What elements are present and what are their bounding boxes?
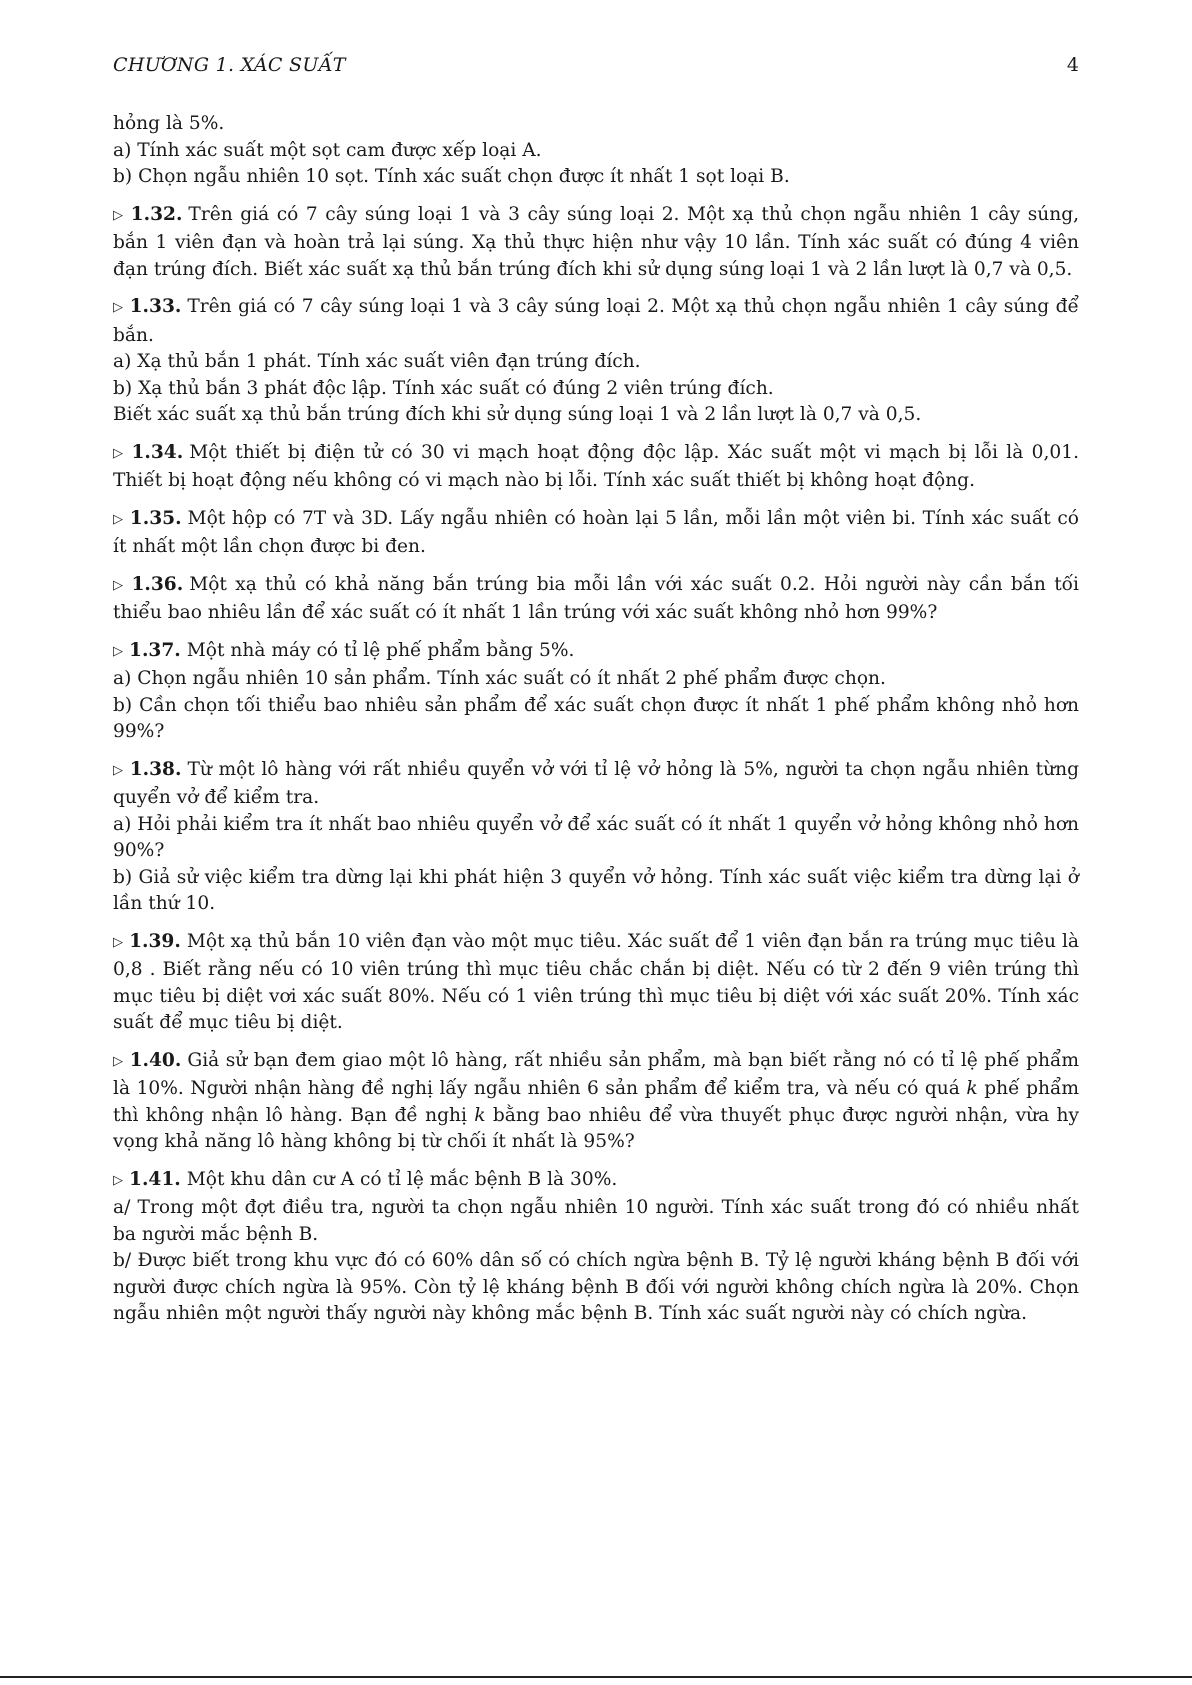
problem-text: Một khu dân cư A có tỉ lệ mắc bệnh B là 30%.: [186, 1168, 618, 1190]
problem-number: 1.36.: [131, 573, 184, 595]
problem-text: Một hộp có 7T và 3D. Lấy ngẫu nhiên có hoàn lại 5 lần, mỗi lần một viên bi. Tính xác suất có ít nhất một lần chọn được bi đen.: [113, 507, 1080, 557]
problem-number: 1.40.: [129, 1049, 182, 1071]
problem-text: a/ Trong một đợt điều tra, người ta chọn ngẫu nhiên 10 người. Tính xác suất trong đó có nhiều nhất ba người mắc bệnh B.: [113, 1197, 1079, 1245]
problem-text: Trên giá có 7 cây súng loại 1 và 3 cây súng loại 2. Một xạ thủ chọn ngẫu nhiên 1 cây súng để bắn.: [113, 296, 1079, 346]
problem-number: 1.33.: [129, 296, 182, 317]
problem-text: a) Xạ thủ bắn 1 phát. Tính xác suất viên đạn trúng đích.: [113, 351, 641, 372]
problem-number: 1.38.: [129, 758, 182, 780]
problem-1-41: [113, 1167, 1079, 1328]
problem-number: 1.35.: [129, 507, 182, 529]
page-bottom-rule: [0, 1676, 1192, 1678]
problem-text: b/ Được biết trong khu vực đó có 60% dân số có chích ngừa bệnh B. Tỷ lệ người kháng bệnh B đối với người được chích ngừa là 95%. Còn tỷ lệ kháng bệnh B đối với người không chích ngừa là 20%. Chọn ngẫu nhiên một người thấy người này không mắc bệnh B. Tính xác suất người này có chích ngừa.: [113, 1250, 1079, 1324]
math-variable-k: k: [966, 1078, 978, 1099]
intro-line: b) Chọn ngẫu nhiên 10 sọt. Tính xác suất chọn được ít nhất 1 sọt loại B.: [113, 166, 790, 187]
triangle-marker-icon: ▷: [113, 1053, 124, 1069]
problem-number: 1.39.: [129, 930, 181, 952]
intro-line: hỏng là 5%.: [113, 113, 225, 134]
problem-text: Một nhà máy có tỉ lệ phế phẩm bằng 5%.: [186, 639, 575, 661]
page-header: [113, 54, 1079, 76]
problem-number: 1.41.: [129, 1168, 181, 1190]
problem-1-40: [113, 1048, 1079, 1156]
page-content: [113, 111, 1079, 1328]
triangle-marker-icon: ▷: [113, 445, 126, 461]
problem-text: Giả sử bạn đem giao một lô hàng, rất nhiều sản phẩm, mà bạn biết rằng nó có tỉ lệ phế phẩm là 10%. Người nhận hàng đề nghị lấy ngẫu nhiên 6 sản phẩm để kiểm tra, và nếu có quá k phế phẩm thì không nhận lô hàng. Bạn đề nghị k bằng bao nhiêu để vừa thuyết phục được người nhận, vừa hy vọng khả năng lô hàng không bị từ chối ít nhất là 95%?: [113, 1049, 1079, 1152]
problem-1-37: [113, 638, 1079, 746]
triangle-marker-icon: ▷: [113, 577, 126, 593]
problem-text: a) Chọn ngẫu nhiên 10 sản phẩm. Tính xác suất có ít nhất 2 phế phẩm được chọn.: [113, 668, 886, 689]
math-variable-k: k: [474, 1104, 486, 1126]
problem-1-33: [113, 294, 1079, 429]
problem-text: a) Hỏi phải kiểm tra ít nhất bao nhiêu quyển vở để xác suất có ít nhất 1 quyển vở hỏng không nhỏ hơn 90%?: [113, 813, 1079, 861]
triangle-marker-icon: ▷: [113, 934, 124, 950]
intro-line: a) Tính xác suất một sọt cam được xếp loại A.: [113, 139, 542, 161]
chapter-title: CHƯƠNG 1. XÁC SUẤT: [113, 54, 346, 76]
problem-text: Biết xác suất xạ thủ bắn trúng đích khi sử dụng súng loại 1 và 2 lần lượt là 0,7 và 0,5.: [113, 404, 922, 425]
problem-text: Một xạ thủ bắn 10 viên đạn vào một mục tiêu. Xác suất để 1 viên đạn bắn ra trúng mục tiêu là 0,8 . Biết rằng nếu có 10 viên trúng thì mục tiêu chắc chắn bị diệt. Nếu có từ 2 đến 9 viên trúng thì mục tiêu bị diệt vơi xác suất 80%. Nếu có 1 viên trúng thì mục tiêu bị diệt với xác suất 20%. Tính xác suất để mục tiêu bị diệt.: [113, 930, 1079, 1033]
problem-1-34: [113, 440, 1079, 495]
page-number: 4: [1066, 54, 1079, 76]
problem-text: Từ một lô hàng với rất nhiều quyển vở với tỉ lệ vở hỏng là 5%, người ta chọn ngẫu nhiên từng quyển vở để kiểm tra.: [113, 758, 1079, 808]
problem-1-32: [113, 202, 1079, 284]
triangle-marker-icon: ▷: [113, 511, 124, 527]
problem-text: Trên giá có 7 cây súng loại 1 và 3 cây súng loại 2. Một xạ thủ chọn ngẫu nhiên 1 cây súng, bắn 1 viên đạn và hoàn trả lại súng. Xạ thủ thực hiện như vậy 10 lần. Tính xác suất có đúng 4 viên đạn trúng đích. Biết xác suất xạ thủ bắn trúng đích khi sử dụng súng loại 1 và 2 lần lượt là 0,7 và 0,5.: [113, 203, 1080, 280]
problem-1-35: [113, 506, 1079, 561]
triangle-marker-icon: ▷: [113, 1172, 123, 1188]
continued-problem: [113, 111, 1079, 191]
triangle-marker-icon: ▷: [113, 300, 124, 315]
problem-text: b) Giả sử việc kiểm tra dừng lại khi phát hiện 3 quyển vở hỏng. Tính xác suất việc kiểm tra dừng lại ở lần thứ 10.: [113, 866, 1079, 914]
problem-number: 1.34.: [131, 441, 184, 463]
triangle-marker-icon: ▷: [113, 762, 124, 778]
problem-1-39: [113, 929, 1079, 1037]
problem-1-38: [113, 757, 1079, 918]
problem-text: Một thiết bị điện tử có 30 vi mạch hoạt động độc lập. Xác suất một vi mạch bị lỗi là 0,01. Thiết bị hoạt động nếu không có vi mạch nào bị lỗi. Tính xác suất thiết bị không hoạt động.: [113, 441, 1079, 491]
problem-number: 1.32.: [130, 203, 183, 225]
triangle-marker-icon: ▷: [113, 643, 123, 659]
problem-text: b) Cần chọn tối thiểu bao nhiêu sản phẩm để xác suất chọn được ít nhất 1 phế phẩm không nhỏ hơn 99%?: [113, 694, 1079, 742]
problem-1-36: [113, 572, 1079, 627]
problem-text: Một xạ thủ có khả năng bắn trúng bia mỗi lần với xác suất 0.2. Hỏi người này cần bắn tối thiểu bao nhiêu lần để xác suất có ít nhất 1 lần trúng với xác suất không nhỏ hơn 99%?: [113, 573, 1079, 623]
triangle-marker-icon: ▷: [113, 207, 125, 223]
problem-text: b) Xạ thủ bắn 3 phát độc lập. Tính xác suất có đúng 2 viên trúng đích.: [113, 377, 774, 399]
problem-number: 1.37.: [129, 639, 181, 661]
